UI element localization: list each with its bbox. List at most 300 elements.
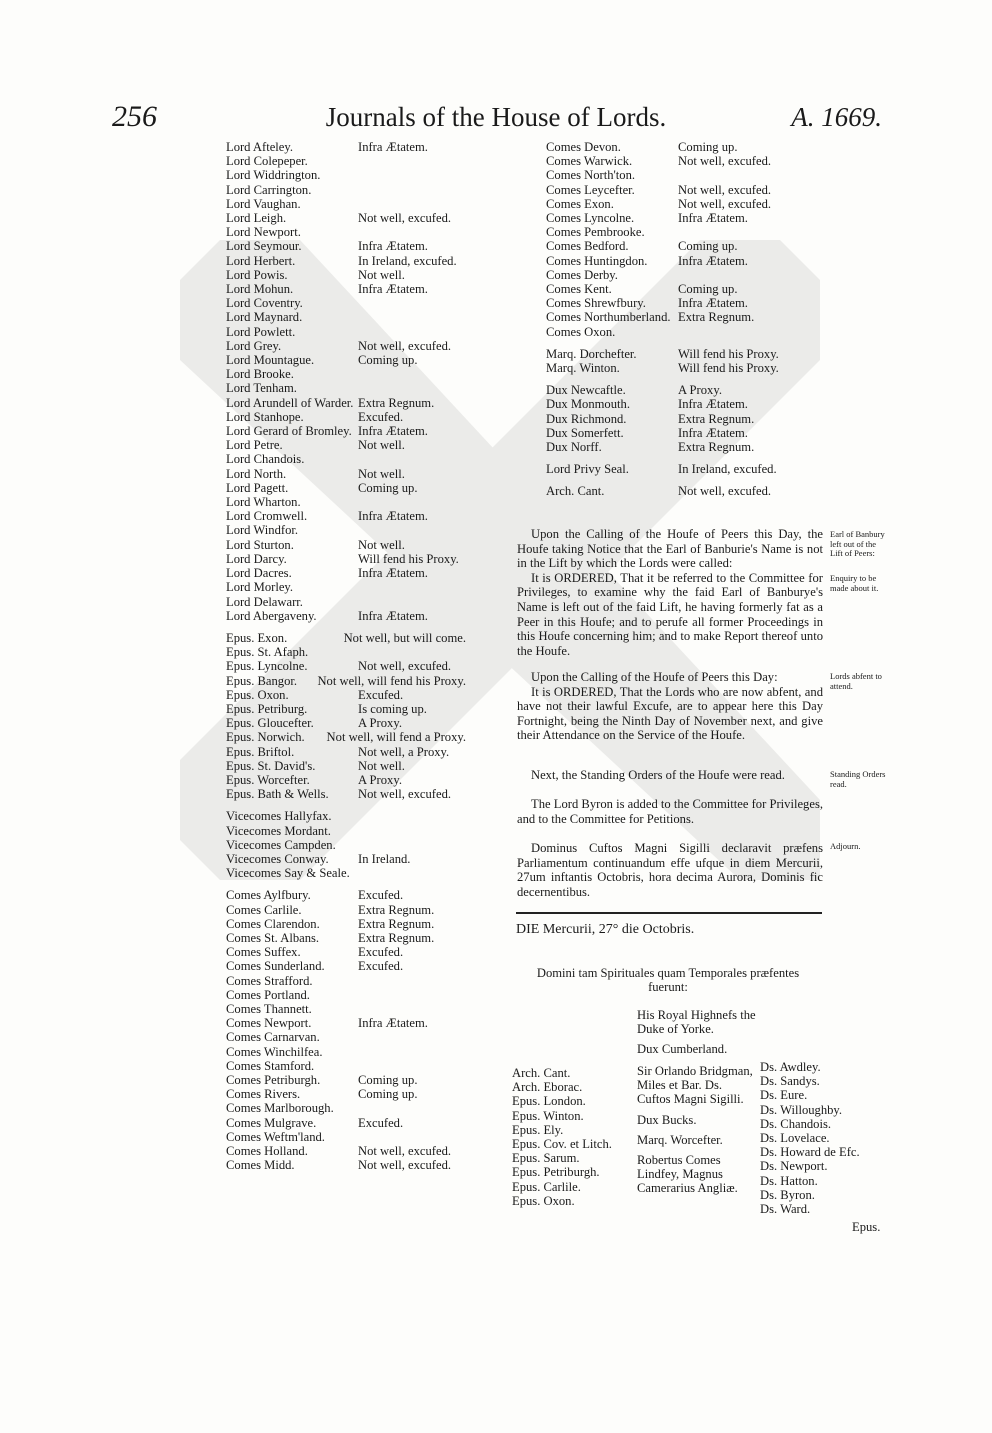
list-item xyxy=(226,566,466,580)
attendance-status: Extra Regnum. xyxy=(358,930,435,945)
peer-name: Comes Bedford. xyxy=(546,239,629,254)
attendee: Ds. Hatton. xyxy=(760,1173,818,1188)
list-item xyxy=(546,197,816,211)
peer-name: Marq. Winton. xyxy=(546,361,620,376)
peer-name: Lord Herbert. xyxy=(226,253,296,268)
list-item xyxy=(546,397,816,411)
peer-name: Lord Brooke. xyxy=(226,367,294,382)
list-item xyxy=(546,484,816,498)
attendance-status: Not well, excufed. xyxy=(358,338,452,353)
peer-name: Dux Norff. xyxy=(546,440,602,455)
peer-name: Comes Carnarvan. xyxy=(226,1030,320,1045)
list-item xyxy=(226,852,466,866)
list-item xyxy=(226,866,466,880)
paragraph-absent xyxy=(517,670,823,743)
peer-name: Lord Carrington. xyxy=(226,182,312,197)
attendee: Robertus Comes Lindfey, Magnus Camerarius Angliæ. xyxy=(637,1153,738,1196)
list-item xyxy=(226,552,466,566)
list-item xyxy=(546,268,816,282)
attendee: Ds. Newport. xyxy=(760,1159,828,1174)
peer-name: Comes Petriburgh. xyxy=(226,1073,321,1087)
attendance-status: Coming up. xyxy=(358,1073,418,1087)
margin-note-adjourn: Adjourn. xyxy=(830,841,861,851)
peer-name: Vicecomes Hallyfax. xyxy=(226,809,332,824)
list-item xyxy=(546,296,816,310)
paragraph-text: The Lord Byron is added to the Committee for Privileges, and to the Committee for Petitions. xyxy=(517,797,823,826)
attendance-status: A Proxy. xyxy=(358,772,402,787)
catchword: Epus. xyxy=(852,1220,881,1234)
peer-name: Comes Kent. xyxy=(546,282,612,297)
attendance-status: Coming up. xyxy=(358,1087,418,1102)
peer-name: Comes Exon. xyxy=(546,196,614,211)
list-item xyxy=(226,824,466,838)
list-item xyxy=(226,509,466,523)
paragraph-text: Next, the Standing Orders of the Houfe were read. xyxy=(531,768,785,782)
attendee: Sir Orlando Bridgman, Miles et Bar. Ds. Cuftos Magni Sigilli. xyxy=(637,1064,753,1107)
attendance-status: Will fend his Proxy. xyxy=(358,551,459,566)
peer-name: Lord Privy Seal. xyxy=(546,462,629,477)
list-item xyxy=(546,225,816,239)
peer-name: Vicecomes Conway. xyxy=(226,851,329,866)
list-item xyxy=(226,931,466,945)
paragraph-text: Dominus Cuftos Magni Sigilli declaravit præfens Parliamentum continuandum effe ufque in diem Mercurii, 27um inftantis Octobris, hora decima Aurora, Dominis fic decernentibus. xyxy=(517,841,823,899)
attendance-status: Infra Ætatem. xyxy=(358,282,428,297)
attendance-status: Coming up. xyxy=(678,282,738,297)
attendee: Ds. Eure. xyxy=(760,1088,808,1103)
list-item xyxy=(226,1030,466,1044)
attendance-status: Not well, excufed. xyxy=(678,196,772,211)
attendance-status: Excufed. xyxy=(358,1115,404,1130)
attendance-status: Not well, excufed. xyxy=(678,154,772,169)
peer-name: Epus. St. David's. xyxy=(226,758,316,773)
list-item xyxy=(226,702,466,716)
list-item xyxy=(226,838,466,852)
attendance-status: Infra Ætatem. xyxy=(358,140,428,154)
attendance-status: A Proxy. xyxy=(358,716,402,731)
spiritual-lords-list xyxy=(512,1066,632,1208)
peer-name: Comes Lyncolne. xyxy=(546,211,635,226)
attendance-status: Extra Regnum. xyxy=(678,411,755,426)
list-item xyxy=(226,1059,466,1073)
peer-name: Lord Seymour. xyxy=(226,239,302,254)
peer-name: Comes Aylfbury. xyxy=(226,888,311,903)
paragraph-text: It is ORDERED, That the Lords who are now abfent, and have not their lawful Excufe, are to appear here this Day Fortnight, being the Ninth Day of November next, and give their Attendance on the Service of the Houfe. xyxy=(517,684,823,743)
list-item xyxy=(226,1130,466,1144)
peer-name: Vicecomes Campden. xyxy=(226,837,336,852)
peer-name: Lord Mountague. xyxy=(226,353,315,368)
list-item xyxy=(226,410,466,424)
peer-name: Comes Oxon. xyxy=(546,324,616,339)
attendee: Ds. Byron. xyxy=(760,1187,815,1202)
peer-name: Epus. St. Afaph. xyxy=(226,645,309,660)
session-heading xyxy=(516,922,826,937)
peer-name: Lord Afteley. xyxy=(226,140,294,154)
peer-name: Lord Vaughan. xyxy=(226,196,301,211)
barons-list xyxy=(760,1060,880,1216)
peer-name: Epus. Gloucefter. xyxy=(226,716,314,731)
attendee: Dux Bucks. xyxy=(637,1112,697,1127)
list-item xyxy=(226,809,466,823)
attendance-status: Infra Ætatem. xyxy=(358,1016,428,1031)
list-gap xyxy=(546,476,816,484)
peer-name: Dux Monmouth. xyxy=(546,397,630,412)
list-item xyxy=(226,1158,466,1172)
peer-name: Comes Shrewfbury. xyxy=(546,296,646,311)
attendance-list-left xyxy=(226,140,466,1172)
peer-name: Comes Carlile. xyxy=(226,902,302,917)
peer-name: Comes Pembrooke. xyxy=(546,225,645,240)
peer-name: Comes Holland. xyxy=(226,1144,308,1159)
dux-cumberland: Dux Cumberland. xyxy=(637,1042,728,1056)
list-item xyxy=(546,254,816,268)
list-item xyxy=(546,140,816,154)
attendance-status: Infra Ætatem. xyxy=(678,397,748,412)
list-gap xyxy=(226,623,466,631)
attendance-status: Not well. xyxy=(358,466,405,481)
peer-name: Comes Devon. xyxy=(546,140,621,154)
paragraph-banbury xyxy=(517,527,823,658)
session-subheading: Domini tam Spirituales quam Temporales præfentes fuerunt: xyxy=(536,966,800,995)
year-heading: A. 1669. xyxy=(791,102,882,132)
attendance-status: Not well, excufed. xyxy=(358,787,452,802)
attendance-status: Is coming up. xyxy=(358,701,427,716)
list-item xyxy=(226,353,466,367)
peer-name: Lord Widdrington. xyxy=(226,168,321,183)
list-item xyxy=(226,917,466,931)
list-item xyxy=(226,631,466,645)
list-item xyxy=(546,211,816,225)
attendance-status: Not well, excufed. xyxy=(678,484,772,499)
peer-name: Comes Newport. xyxy=(226,1016,312,1031)
list-gap xyxy=(546,339,816,347)
peer-name: Vicecomes Say & Seale. xyxy=(226,866,350,881)
peer-name: Lord Tenham. xyxy=(226,381,297,396)
peer-name: Lord Mohun. xyxy=(226,282,294,297)
list-item xyxy=(546,383,816,397)
paragraph-adjourn xyxy=(517,841,823,899)
list-item xyxy=(226,339,466,353)
peer-name: Epus. Bangor. xyxy=(226,673,298,688)
peer-name: Lord Colepeper. xyxy=(226,154,308,169)
attendance-status: Infra Ætatem. xyxy=(358,239,428,254)
attendance-status: Infra Ætatem. xyxy=(358,509,428,524)
list-item xyxy=(226,974,466,988)
attendee: Ds. Sandys. xyxy=(760,1074,820,1089)
attendee: Ds. Howard de Efc. xyxy=(760,1145,860,1160)
attendance-status: Not well, excufed. xyxy=(678,182,772,197)
list-item xyxy=(226,1087,466,1101)
peer-name: Lord North. xyxy=(226,466,287,481)
list-item xyxy=(226,773,466,787)
attendee: Epus. Oxon. xyxy=(512,1193,575,1208)
peer-name: Dux Richmond. xyxy=(546,411,627,426)
peer-name: Lord Morley. xyxy=(226,580,294,595)
list-item xyxy=(226,674,466,688)
peer-name: Epus. Worcefter. xyxy=(226,772,310,787)
attendee: Epus. Cov. et Litch. xyxy=(512,1137,612,1152)
peer-name: Dux Somerfett. xyxy=(546,425,624,440)
list-item xyxy=(546,426,816,440)
peer-name: Comes North'ton. xyxy=(546,168,636,183)
attendance-status: Not well, excufed. xyxy=(358,659,452,674)
list-item xyxy=(226,659,466,673)
list-item xyxy=(226,523,466,537)
margin-note-enquiry: Enquiry to be made about it. xyxy=(830,573,879,593)
attendance-status: Infra Ætatem. xyxy=(678,296,748,311)
attendance-status: Extra Regnum. xyxy=(358,916,435,931)
peer-name: Comes Leycefter. xyxy=(546,182,635,197)
attendance-status: Not well. xyxy=(358,537,405,552)
attendance-status: Not well. xyxy=(358,267,405,282)
peer-name: Comes Huntingdon. xyxy=(546,253,648,268)
attendance-status: Extra Regnum. xyxy=(358,902,435,917)
peer-name: Comes Rivers. xyxy=(226,1087,301,1102)
list-item xyxy=(226,282,466,296)
peer-name: Comes Thannett. xyxy=(226,1001,312,1016)
list-item xyxy=(226,1144,466,1158)
peer-name: Lord Windfor. xyxy=(226,523,299,538)
attendance-status: Excufed. xyxy=(358,409,404,424)
attendee: Ds. Willoughby. xyxy=(760,1102,843,1117)
list-gap xyxy=(546,375,816,383)
margin-note-lords-absent: Lords abfent to attend. xyxy=(830,671,882,691)
attendance-status: Not well, will fend a Proxy. xyxy=(326,730,466,745)
peer-name: Epus. Oxon. xyxy=(226,687,289,702)
list-item xyxy=(226,959,466,973)
peer-name: Comes Weftm'land. xyxy=(226,1129,325,1144)
list-item xyxy=(546,462,816,476)
list-item xyxy=(226,988,466,1002)
attendance-status: Will fend his Proxy. xyxy=(678,361,779,376)
peer-name: Epus. Lyncolne. xyxy=(226,659,308,674)
attendance-status: Not well, excufed. xyxy=(358,211,452,226)
peer-name: Lord Arundell of Warder. xyxy=(226,395,354,410)
list-item xyxy=(226,759,466,773)
attendance-status: Infra Ætatem. xyxy=(358,566,428,581)
peer-name: Comes Stamford. xyxy=(226,1058,315,1073)
peer-name: Lord Abergaveny. xyxy=(226,608,317,623)
peer-name: Comes Clarendon. xyxy=(226,916,320,931)
list-item xyxy=(546,412,816,426)
list-gap xyxy=(226,801,466,809)
page-number: 256 xyxy=(112,100,157,133)
list-item xyxy=(546,440,816,454)
attendee: Epus. Petriburgh. xyxy=(512,1165,600,1180)
attendance-status: Coming up. xyxy=(678,140,738,154)
paragraph-byron xyxy=(517,797,823,826)
list-item xyxy=(226,787,466,801)
peer-name: Dux Newcaftle. xyxy=(546,383,626,398)
list-item xyxy=(546,168,816,182)
list-item xyxy=(226,168,466,182)
attendance-status: Not well, excufed. xyxy=(358,1158,452,1173)
peer-name: Comes Mulgrave. xyxy=(226,1115,317,1130)
margin-note-banbury: Earl of Banbury left out of the Lift of Peers: xyxy=(830,529,885,558)
peer-name: Lord Wharton. xyxy=(226,495,301,510)
attendance-status: Excufed. xyxy=(358,687,404,702)
peer-name: Comes Midd. xyxy=(226,1158,295,1173)
list-item xyxy=(226,211,466,225)
attendance-status: Infra Ætatem. xyxy=(678,211,748,226)
attendance-status: Extra Regnum. xyxy=(678,310,755,325)
peer-name: Comes Suffex. xyxy=(226,945,301,960)
attendance-status: In Ireland, excufed. xyxy=(358,253,457,268)
peer-name: Comes Strafford. xyxy=(226,973,313,988)
list-item xyxy=(226,183,466,197)
peer-name: Epus. Norwich. xyxy=(226,730,305,745)
list-item xyxy=(226,325,466,339)
list-item xyxy=(226,381,466,395)
list-item xyxy=(226,1045,466,1059)
peer-name: Epus. Bath & Wells. xyxy=(226,787,329,802)
attendee: Marq. Worcefter. xyxy=(637,1132,723,1147)
peer-name: Lord Gerard of Bromley. xyxy=(226,424,352,439)
royal-attendee: His Royal Highnefs the Duke of Yorke. xyxy=(637,1008,756,1037)
peer-name: Lord Petre. xyxy=(226,438,283,453)
list-item xyxy=(226,1016,466,1030)
list-item xyxy=(546,154,816,168)
attendee: Ds. Awdley. xyxy=(760,1060,821,1074)
margin-note-standing-orders: Standing Orders read. xyxy=(830,769,886,789)
peer-name: Comes St. Albans. xyxy=(226,930,320,945)
peer-name: Lord Stanhope. xyxy=(226,409,304,424)
list-item xyxy=(226,367,466,381)
peer-name: Comes Northumberland. xyxy=(546,310,671,325)
list-item xyxy=(226,467,466,481)
attendance-status: In Ireland. xyxy=(358,851,411,866)
list-item xyxy=(226,595,466,609)
list-item xyxy=(546,239,816,253)
list-item xyxy=(226,268,466,282)
peer-name: Marq. Dorchefter. xyxy=(546,346,637,361)
attendance-list-right xyxy=(546,140,816,499)
attendee: Epus. Winton. xyxy=(512,1108,584,1123)
attendance-status: Not well, a Proxy. xyxy=(358,744,450,759)
peer-name: Epus. Petriburg. xyxy=(226,701,308,716)
list-item xyxy=(226,438,466,452)
list-item xyxy=(226,254,466,268)
attendance-status: Infra Ætatem. xyxy=(358,608,428,623)
list-item xyxy=(546,347,816,361)
list-gap xyxy=(226,880,466,888)
list-item xyxy=(226,1101,466,1115)
attendance-status: Not well. xyxy=(358,438,405,453)
attendance-status: In Ireland, excufed. xyxy=(678,462,777,477)
peer-name: Epus. Exon. xyxy=(226,630,288,645)
peer-name: Comes Portland. xyxy=(226,987,310,1002)
attendee: Arch. Cant. xyxy=(512,1066,571,1080)
attendance-status: A Proxy. xyxy=(678,383,722,398)
list-item xyxy=(226,945,466,959)
attendance-status: Excufed. xyxy=(358,945,404,960)
list-item xyxy=(226,154,466,168)
list-item xyxy=(546,361,816,375)
attendance-status: Will fend his Proxy. xyxy=(678,346,779,361)
peer-name: Lord Coventry. xyxy=(226,296,303,311)
list-item xyxy=(226,716,466,730)
attendee: Ds. Ward. xyxy=(760,1202,811,1217)
list-item xyxy=(226,580,466,594)
attendee: Epus. Ely. xyxy=(512,1122,564,1137)
paragraph-text: Upon the Calling of the Houfe of Peers this Day: xyxy=(531,670,778,684)
peer-name: Lord Darcy. xyxy=(226,551,287,566)
peer-name: Lord Maynard. xyxy=(226,310,303,325)
list-item xyxy=(226,888,466,902)
peer-name: Comes Derby. xyxy=(546,267,618,282)
list-item xyxy=(226,1002,466,1016)
list-item xyxy=(226,396,466,410)
paragraph-text: It is ORDERED, That it be referred to the Committee for Privileges, to examine why the faid Earl of Banburye's Name is left out of the faid Lift, he having formerly fat as a Peer in this Houfe; and to perufe all former Proceedings in this Houfe concerning him; and to make Report thereof unto the Houfe. xyxy=(517,570,823,658)
peer-name: Lord Leigh. xyxy=(226,211,287,226)
attendance-status: Excufed. xyxy=(358,959,404,974)
peer-name: Lord Newport. xyxy=(226,225,301,240)
list-item xyxy=(226,310,466,324)
attendee: Arch. Eborac. xyxy=(512,1080,583,1095)
paragraph-text: Upon the Calling of the Houfe of Peers this Day, the Houfe taking Notice that the Earl of Banburie's Name is not in the Lift by which the Lords were called: xyxy=(517,527,823,571)
temporal-lords-list xyxy=(637,1064,757,1202)
attendance-status: Not well, but will come. xyxy=(343,630,466,645)
list-item xyxy=(226,538,466,552)
attendee: Ds. Lovelace. xyxy=(760,1131,830,1146)
list-item xyxy=(226,452,466,466)
peer-name: Comes Winchilfea. xyxy=(226,1044,323,1059)
list-item xyxy=(546,282,816,296)
list-item xyxy=(226,225,466,239)
attendee: Ds. Chandois. xyxy=(760,1116,832,1131)
attendance-status: Excufed. xyxy=(358,888,404,903)
list-item xyxy=(226,745,466,759)
attendance-status: Infra Ætatem. xyxy=(678,253,748,268)
peer-name: Lord Chandois. xyxy=(226,452,305,467)
peer-name: Lord Powlett. xyxy=(226,324,296,339)
list-item xyxy=(226,1073,466,1087)
list-item xyxy=(226,296,466,310)
list-item xyxy=(226,239,466,253)
list-item xyxy=(226,730,466,744)
peer-name: Lord Dacres. xyxy=(226,566,292,581)
attendance-status: Infra Ætatem. xyxy=(358,424,428,439)
peer-name: Lord Delawarr. xyxy=(226,594,303,609)
attendance-status: Not well, will fend his Proxy. xyxy=(317,673,466,688)
attendance-status: Coming up. xyxy=(678,239,738,254)
list-gap xyxy=(546,454,816,462)
list-item xyxy=(546,310,816,324)
section-rule xyxy=(516,912,822,914)
attendance-status: Coming up. xyxy=(358,480,418,495)
paragraph-standing-orders xyxy=(517,768,823,783)
peer-name: Arch. Cant. xyxy=(546,484,605,499)
attendance-status: Infra Ætatem. xyxy=(678,425,748,440)
peer-name: Comes Sunderland. xyxy=(226,959,325,974)
peer-name: Comes Marlborough. xyxy=(226,1101,334,1116)
page-header xyxy=(0,100,992,140)
list-item xyxy=(226,609,466,623)
attendance-status: Coming up. xyxy=(358,353,418,368)
attendance-status: Extra Regnum. xyxy=(678,440,755,455)
running-title: Journals of the House of Lords. xyxy=(325,102,667,132)
list-item xyxy=(226,1116,466,1130)
list-item xyxy=(226,903,466,917)
peer-name: Lord Powis. xyxy=(226,267,288,282)
attendance-status: Extra Regnum. xyxy=(358,395,435,410)
peer-name: Lord Sturton. xyxy=(226,537,294,552)
peer-name: Lord Pagett. xyxy=(226,480,289,495)
list-item xyxy=(546,183,816,197)
list-item xyxy=(226,481,466,495)
list-item xyxy=(226,197,466,211)
attendee: Epus. Sarum. xyxy=(512,1151,580,1166)
list-item xyxy=(226,140,466,154)
